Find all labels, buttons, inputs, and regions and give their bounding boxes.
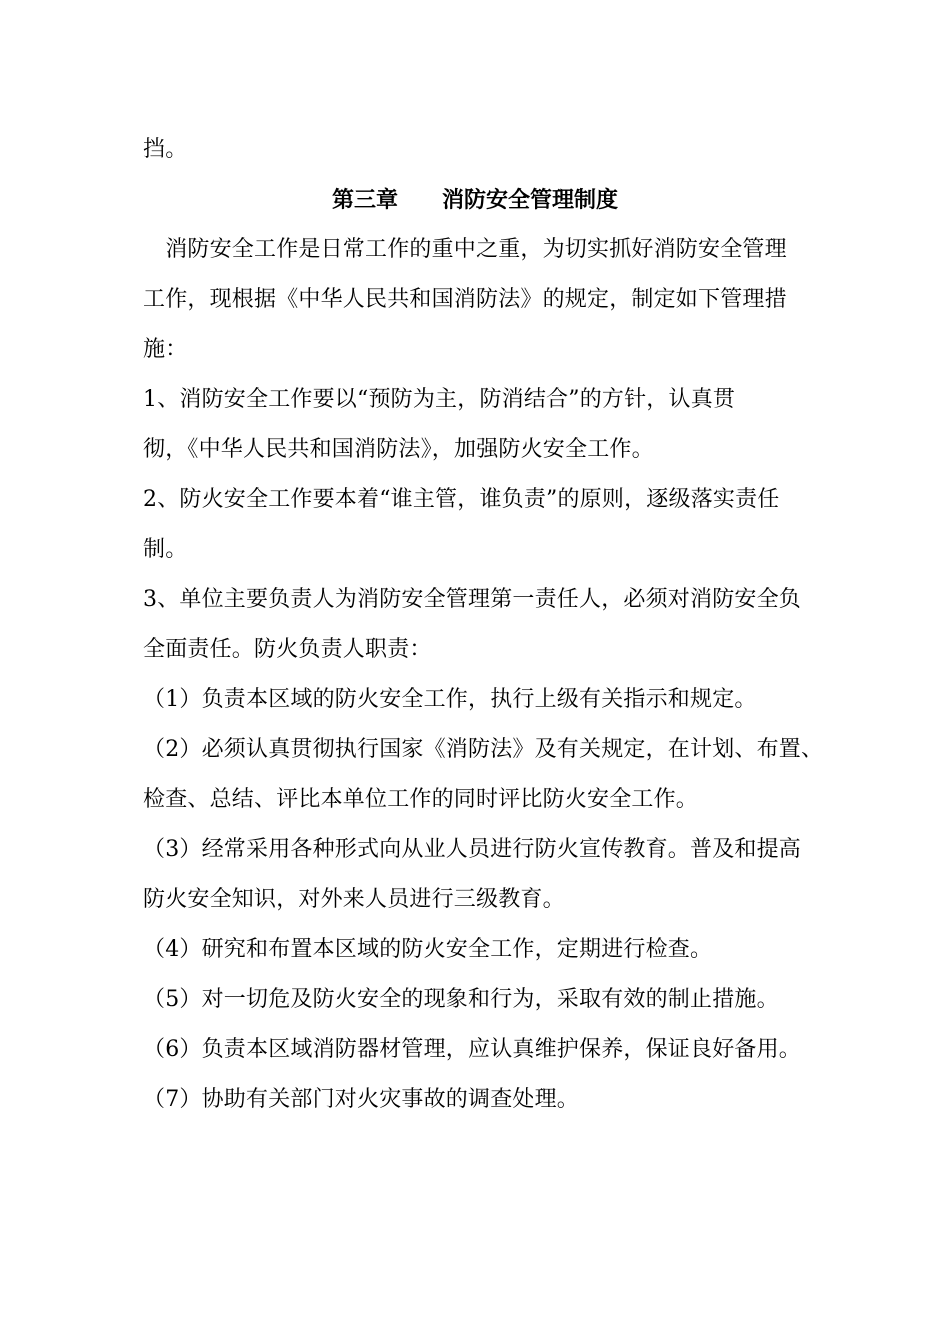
list-item: （1）负责本区域的防火安全工作，执行上级有关指示和规定。 [143,687,757,712]
text-line: 工作，现根据《中华人民共和国消防法》的规定，制定如下管理措 [143,287,787,312]
list-item: （7）协助有关部门对火灾事故的调查处理。 [143,1087,579,1112]
text-line: 施： [143,337,188,362]
list-item: （3）经常采用各种形式向从业人员进行防火宣传教育。普及和提高 [143,837,801,862]
text-line: 防火安全知识，对外来人员进行三级教育。 [143,887,565,912]
text-line: 检查、总结、评比本单位工作的同时评比防火安全工作。 [143,787,699,812]
chapter-heading: 第三章 消防安全管理制度 [331,187,618,213]
list-item: （5）对一切危及防火安全的现象和行为，采取有效的制止措施。 [143,987,779,1012]
text-line: 制。 [143,537,188,562]
text-line: 彻，《中华人民共和国消防法》，加强防火安全工作。 [143,437,654,462]
text-line: 消防安全工作是日常工作的重中之重，为切实抓好消防安全管理 [143,237,787,262]
text-line: 挡。 [143,137,188,162]
text-line: 1、消防安全工作要以“预防为主，防消结合”的方针，认真贯 [143,387,736,412]
list-item: （2）必须认真贯彻执行国家《消防法》及有关规定，在计划、布置、 [143,737,824,762]
text-line: 全面责任。防火负责人职责： [143,637,432,662]
text-line: 3、单位主要负责人为消防安全管理第一责任人，必须对消防安全负 [143,587,801,612]
text-line: 2、防火安全工作要本着“谁主管，谁负责”的原则，逐级落实责任 [143,487,780,512]
list-item: （6）负责本区域消防器材管理，应认真维护保养，保证良好备用。 [143,1037,801,1062]
list-item: （4）研究和布置本区域的防火安全工作，定期进行检查。 [143,937,713,962]
